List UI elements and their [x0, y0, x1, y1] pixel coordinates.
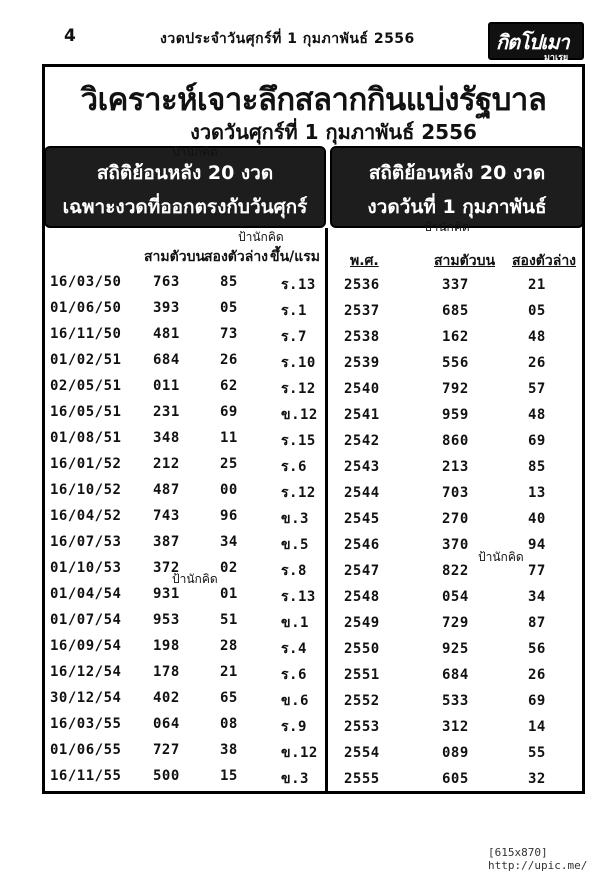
left-table-row-cell: 011	[153, 378, 180, 394]
left-table-row-cell: 02	[220, 560, 238, 576]
left-table-row-cell: 11	[220, 430, 238, 446]
right-table-row	[336, 325, 580, 351]
left-table-row-cell: ร.8	[281, 563, 307, 579]
right-table-row	[336, 507, 580, 533]
left-table-row	[50, 582, 322, 608]
left-table-row-cell: 01	[220, 586, 238, 602]
right-table-row-cell: 69	[528, 693, 546, 709]
right-table-row-cell: 054	[442, 589, 469, 605]
right-table-row-cell: 2555	[344, 771, 380, 787]
right-table-row	[336, 377, 580, 403]
right-table-row-cell: 26	[528, 355, 546, 371]
left-header-three-top: สามตัวบน	[144, 249, 206, 265]
right-table-row-cell: 2552	[344, 693, 380, 709]
left-table-row-cell: 16/12/54	[50, 664, 122, 680]
right-table-row-cell: 703	[442, 485, 469, 501]
left-table-row-cell: 16/10/52	[50, 482, 122, 498]
right-table-row-cell: 26	[528, 667, 546, 683]
right-table-row-cell: 13	[528, 485, 546, 501]
right-table-row-cell: 2551	[344, 667, 380, 683]
right-data-table	[336, 273, 580, 793]
right-table-row-cell: 729	[442, 615, 469, 631]
left-table-row-cell: 01/04/54	[50, 586, 122, 602]
right-table-row-cell: 2537	[344, 303, 380, 319]
left-table-row-cell: 743	[153, 508, 180, 524]
left-table-row-cell: 15	[220, 768, 238, 784]
right-table-row-cell: 2546	[344, 537, 380, 553]
left-table-row-cell: ร.1	[281, 303, 307, 319]
right-banner-line2: งวดวันที่ 1 กุมภาพันธ์	[367, 196, 547, 218]
right-table-row-cell: 822	[442, 563, 469, 579]
right-table-row-cell: 32	[528, 771, 546, 787]
left-table-row-cell: ร.9	[281, 719, 307, 735]
right-table-row-cell: 2542	[344, 433, 380, 449]
right-table-row	[336, 481, 580, 507]
left-table-row	[50, 764, 322, 790]
right-table-row-cell: 2549	[344, 615, 380, 631]
issue-title: งวดประจำวันศุกร์ที่ 1 กุมภาพันธ์ 2556	[160, 31, 415, 47]
left-table-row-cell: ร.6	[281, 667, 307, 683]
left-table-row-cell: 85	[220, 274, 238, 290]
left-table-row-cell: 372	[153, 560, 180, 576]
left-banner-line2: เฉพาะงวดที่ออกตรงกับวันศุกร์	[62, 196, 308, 218]
right-table-row-cell: 370	[442, 537, 469, 553]
left-table-row	[50, 608, 322, 634]
left-table-row-cell: ร.13	[281, 589, 316, 605]
right-table-row-cell: 05	[528, 303, 546, 319]
left-table-row-cell: 16/09/54	[50, 638, 122, 654]
left-table-row	[50, 738, 322, 764]
left-table-row-cell: ร.4	[281, 641, 307, 657]
brand-logo	[488, 22, 584, 60]
left-table-row-cell: 931	[153, 586, 180, 602]
left-table-row-cell: 487	[153, 482, 180, 498]
left-table-row-cell: 01/10/53	[50, 560, 122, 576]
watermark: ป้านักคิด	[238, 230, 284, 244]
right-table-row	[336, 611, 580, 637]
right-table-row-cell: 337	[442, 277, 469, 293]
left-table-row-cell: ข.3	[281, 771, 309, 787]
left-table-row-cell: 65	[220, 690, 238, 706]
left-table-row-cell: 481	[153, 326, 180, 342]
right-table-row-cell: 925	[442, 641, 469, 657]
left-table-row-cell: 51	[220, 612, 238, 628]
left-table-row-cell: 01/06/55	[50, 742, 122, 758]
left-table-row-cell: 953	[153, 612, 180, 628]
right-table-row	[336, 559, 580, 585]
left-table-row-cell: 34	[220, 534, 238, 550]
right-table-row-cell: 2553	[344, 719, 380, 735]
right-table-row	[336, 351, 580, 377]
right-table-row-cell: 2547	[344, 563, 380, 579]
right-table-row-cell: 40	[528, 511, 546, 527]
left-table-row-cell: 198	[153, 638, 180, 654]
left-table-row-cell: 26	[220, 352, 238, 368]
left-table-row-cell: 21	[220, 664, 238, 680]
right-table-row-cell: 77	[528, 563, 546, 579]
left-table-row	[50, 478, 322, 504]
right-table-row	[336, 663, 580, 689]
left-table-row-cell: 96	[220, 508, 238, 524]
left-table-row-cell: 16/07/53	[50, 534, 122, 550]
left-table-row-cell: 05	[220, 300, 238, 316]
left-table-row	[50, 556, 322, 582]
watermark: ป้านักคิด	[424, 220, 470, 234]
left-table-row-cell: 69	[220, 404, 238, 420]
article-headline: วิเคราะห์เจาะลึกสลากกินแบ่งรัฐบาล	[80, 82, 547, 118]
left-table-row-cell: ร.13	[281, 277, 316, 293]
left-table-row	[50, 504, 322, 530]
left-table-row	[50, 660, 322, 686]
left-table-row-cell: 73	[220, 326, 238, 342]
right-table-row-cell: 2536	[344, 277, 380, 293]
left-table-row-cell: ร.6	[281, 459, 307, 475]
left-table-row-cell: 231	[153, 404, 180, 420]
right-table-row-cell: 48	[528, 407, 546, 423]
page-header	[0, 0, 600, 62]
right-table-row-cell: 162	[442, 329, 469, 345]
right-table-row	[336, 741, 580, 767]
right-table-row-cell: 2538	[344, 329, 380, 345]
right-table-row	[336, 533, 580, 559]
right-table-row-cell: 69	[528, 433, 546, 449]
right-table-row-cell: 34	[528, 589, 546, 605]
left-table-row	[50, 296, 322, 322]
left-table-row-cell: ข.1	[281, 615, 309, 631]
left-table-row-cell: ข.3	[281, 511, 309, 527]
right-table-row	[336, 767, 580, 793]
left-table-row-cell: 727	[153, 742, 180, 758]
left-table-row-cell: ร.12	[281, 485, 316, 501]
right-header-two-bottom: สองตัวล่าง	[512, 253, 577, 269]
right-table-row-cell: 2543	[344, 459, 380, 475]
right-table-row-cell: 48	[528, 329, 546, 345]
right-table-row-cell: 87	[528, 615, 546, 631]
right-table-row-cell: 94	[528, 537, 546, 553]
right-table-row-cell: 56	[528, 641, 546, 657]
right-header-year: พ.ศ.	[350, 253, 379, 269]
left-table-row	[50, 348, 322, 374]
left-table-row-cell: ข.12	[281, 407, 318, 423]
right-table-row-cell: 959	[442, 407, 469, 423]
left-table-row-cell: 16/01/52	[50, 456, 122, 472]
left-table-row-cell: 16/11/55	[50, 768, 122, 784]
left-table-row-cell: 02/05/51	[50, 378, 122, 394]
left-table-row-cell: 16/11/50	[50, 326, 122, 342]
right-table-row-cell: 57	[528, 381, 546, 397]
left-table-row-cell: 402	[153, 690, 180, 706]
left-table-row-cell: 178	[153, 664, 180, 680]
right-table-row-cell: 2544	[344, 485, 380, 501]
right-table-row-cell: 312	[442, 719, 469, 735]
brand-logo-text: กิตโปเมา	[496, 30, 569, 54]
left-table-row-cell: 16/03/50	[50, 274, 122, 290]
left-table-row-cell: 28	[220, 638, 238, 654]
right-table-row-cell: 2550	[344, 641, 380, 657]
article-subhead: งวดวันศุกร์ที่ 1 กุมภาพันธ์ 2556	[190, 120, 477, 144]
left-table-row-cell: 01/08/51	[50, 430, 122, 446]
left-table-row	[50, 374, 322, 400]
left-table-row-cell: 16/04/52	[50, 508, 122, 524]
right-table-row-cell: 2540	[344, 381, 380, 397]
left-table-row-cell: 00	[220, 482, 238, 498]
left-table-row-cell: 25	[220, 456, 238, 472]
left-table-row-cell: ร.15	[281, 433, 316, 449]
brand-subtitle: มาเรย	[544, 53, 569, 63]
left-table-row-cell: 38	[220, 742, 238, 758]
right-table-row-cell: 860	[442, 433, 469, 449]
left-table-row	[50, 634, 322, 660]
right-table-row-cell: 533	[442, 693, 469, 709]
page-number: 4	[64, 26, 76, 46]
right-table-row-cell: 556	[442, 355, 469, 371]
left-table-row-cell: 16/03/55	[50, 716, 122, 732]
right-table-row-cell: 605	[442, 771, 469, 787]
right-table-row-cell: 2545	[344, 511, 380, 527]
right-table-row-cell: 270	[442, 511, 469, 527]
left-header-lunar: ขึ้น/แรม	[270, 249, 321, 265]
left-table-row-cell: 064	[153, 716, 180, 732]
right-table-row	[336, 637, 580, 663]
right-table-row-cell: 14	[528, 719, 546, 735]
right-table-row-cell: 684	[442, 667, 469, 683]
right-table-row	[336, 715, 580, 741]
left-table-row	[50, 712, 322, 738]
left-table-row-cell: 763	[153, 274, 180, 290]
left-table-row-cell: 30/12/54	[50, 690, 122, 706]
watermark: ป้านักคิด	[172, 572, 218, 586]
right-table-row-cell: 55	[528, 745, 546, 761]
watermark: ป้านักคิด	[478, 550, 524, 564]
left-table-row-cell: 01/06/50	[50, 300, 122, 316]
left-table-row-cell: ร.12	[281, 381, 316, 397]
left-table-row-cell: 684	[153, 352, 180, 368]
left-table-row-cell: 393	[153, 300, 180, 316]
right-table-row	[336, 689, 580, 715]
column-divider	[325, 228, 328, 791]
left-table-row-cell: ข.12	[281, 745, 318, 761]
left-table-row-cell: 62	[220, 378, 238, 394]
right-section-banner	[330, 146, 584, 228]
right-table-row-cell: 2548	[344, 589, 380, 605]
left-table-row	[50, 322, 322, 348]
left-table-row	[50, 270, 322, 296]
left-table-row-cell: 08	[220, 716, 238, 732]
right-table-row-cell: 685	[442, 303, 469, 319]
left-table-row	[50, 452, 322, 478]
left-table-row-cell: ข.5	[281, 537, 309, 553]
right-table-row	[336, 429, 580, 455]
left-header-two-bottom: สองตัวล่าง	[204, 249, 269, 265]
image-credit: [615x870] http://upic.me/	[488, 846, 588, 872]
right-table-row	[336, 299, 580, 325]
right-table-row-cell: 21	[528, 277, 546, 293]
left-table-row-cell: ร.7	[281, 329, 307, 345]
right-table-row	[336, 455, 580, 481]
left-data-table	[50, 270, 322, 790]
left-table-row-cell: 01/07/54	[50, 612, 122, 628]
right-table-row-cell: 2541	[344, 407, 380, 423]
left-table-row-cell: 01/02/51	[50, 352, 122, 368]
left-table-row-cell: 387	[153, 534, 180, 550]
right-table-row	[336, 403, 580, 429]
right-table-row-cell: 792	[442, 381, 469, 397]
left-table-row-cell: 16/05/51	[50, 404, 122, 420]
right-table-row-cell: 2554	[344, 745, 380, 761]
right-table-row-cell: 2539	[344, 355, 380, 371]
left-banner-line1: สถิติย้อนหลัง 20 งวด	[96, 162, 274, 184]
left-table-row	[50, 530, 322, 556]
left-table-row-cell: 212	[153, 456, 180, 472]
left-table-row	[50, 400, 322, 426]
left-table-row	[50, 426, 322, 452]
left-table-row-cell: 348	[153, 430, 180, 446]
left-table-row-cell: ร.10	[281, 355, 316, 371]
right-table-row-cell: 089	[442, 745, 469, 761]
watermark: ป้านักคิด	[172, 145, 218, 159]
left-table-row-cell: 500	[153, 768, 180, 784]
right-table-row-cell: 213	[442, 459, 469, 475]
left-table-row-cell: ข.6	[281, 693, 309, 709]
right-table-row	[336, 585, 580, 611]
right-banner-line1: สถิติย้อนหลัง 20 งวด	[368, 162, 546, 184]
right-table-row-cell: 85	[528, 459, 546, 475]
left-table-row	[50, 686, 322, 712]
right-header-three-top: สามตัวบน	[434, 253, 496, 269]
right-table-row	[336, 273, 580, 299]
